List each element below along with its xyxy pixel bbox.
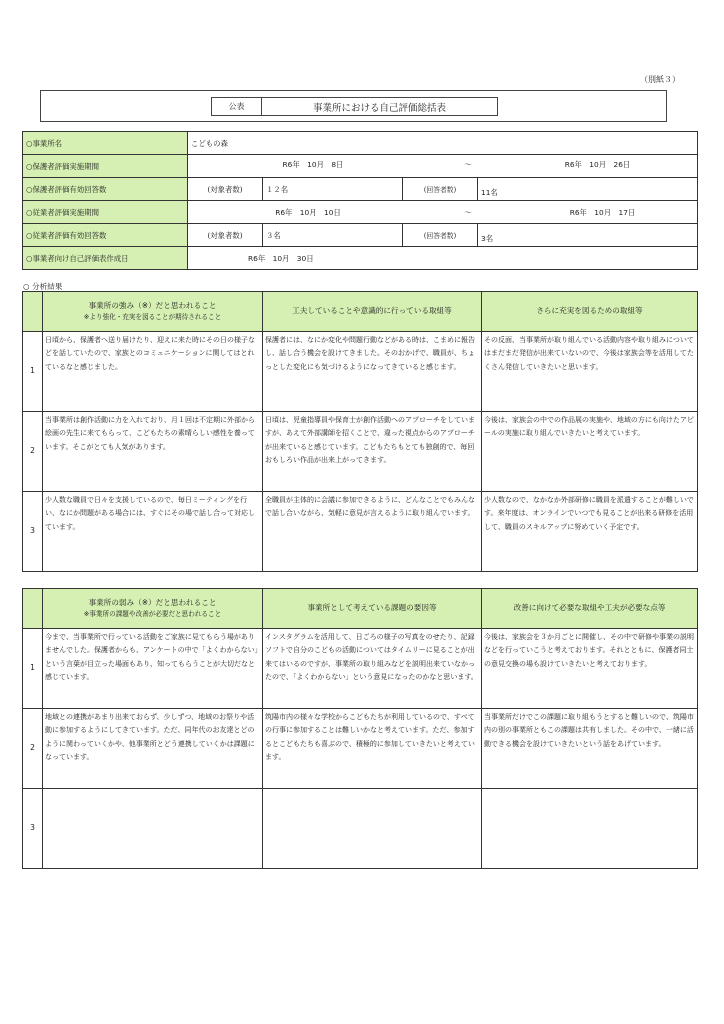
strength-text: 当事業所は創作活動に力を入れており、月１回は不定期に外部から絵画の先生に来てもらって、こどもたちの素晴らしい感性を養っています。そこがとても人気があります。 (43, 412, 263, 492)
weaknesses-table (22, 588, 698, 869)
strengths-header-row (23, 292, 698, 332)
staff-period-start: R6年 10月 10日 (275, 207, 341, 217)
staff-count-row (23, 224, 698, 247)
staff-respondents-label: (回答者数) (403, 224, 478, 247)
weaknesses-row (23, 709, 698, 789)
strengths-table (22, 291, 698, 572)
staff-period-end: R6年 10月 17日 (569, 207, 636, 217)
strengths-row (23, 412, 698, 492)
weakness-text: 地域との連携があまり出来ておらず、少しずつ、地域のお祭りや活動に参加するようにしてきています。ただ、同年代のお友達とどのように関わっていくかや、他事業所とどう連携していくかは課題になっています。 (43, 709, 263, 789)
strengths-col1-title: 事業所の強み（※）だと思われること (88, 301, 217, 311)
strength-text: 日頃から、保護者へ送り届けたり、迎えに来た時にその日の様子などを話していたので、家族とのコミュニケーションに関してはとれているなと感じました。 (43, 332, 263, 412)
row-number: 3 (23, 492, 43, 572)
weaknesses-col1-title: 事業所の弱み（※）だと思われること (88, 598, 217, 608)
row-number: 2 (23, 709, 43, 789)
strengths-col1-header (43, 292, 263, 332)
row-number: 2 (23, 412, 43, 492)
guardian-count-label: ○保護者評価有効回答数 (23, 178, 188, 201)
staff-target-value: ３名 (263, 224, 403, 247)
facility-name-value: こどもの森 (188, 132, 698, 155)
guardian-period-label: ○保護者評価実施期間 (23, 155, 188, 178)
weaknesses-col2-header: 事業所として考えている課題の要因等 (263, 589, 482, 629)
weakness-text: 今まで、当事業所で行っている活動をご家族に見てもらう場がありませんでした。保護者からも、アンケートの中で「よくわからない」という言葉が目立った場面もあり、知ってもらうことが大切だなと感じています。 (43, 629, 263, 709)
weaknesses-col1-note: ※事業所の課題や改善が必要だと思われること (83, 610, 222, 619)
guardian-period-end: R6年 10月 26日 (564, 160, 631, 169)
weakness-text (43, 789, 263, 869)
weakness-cause-text (263, 789, 482, 869)
weakness-cause-text: インスタグラムを活用して、日ごろの様子の写真をのせたり、記録ソフトで自分のこどもの活動についてはタイムリーに見ることが出来てはいるのですが、事業所の取り組みなどを説明出来ていなかったので、「よくわからない」という意見になったのかなと思います。 (263, 629, 482, 709)
weaknesses-col3-header: 改善に向けて必要な取組や工夫が必要な点等 (482, 589, 698, 629)
staff-period-label: ○従業者評価実施期間 (23, 201, 188, 224)
weaknesses-row (23, 629, 698, 709)
staff-period-separator: ～ (464, 207, 472, 217)
strength-text: 少人数な職員で日々を支援しているので、毎日ミーティングを行い、なにか問題がある場合には、すぐにその場で話し合って対応しています。 (43, 492, 263, 572)
staff-count-label: ○従業者評価有効回答数 (23, 224, 188, 247)
facility-name-row (23, 132, 698, 155)
document-title: 事業所における自己評価総括表 (312, 102, 446, 114)
report-date-value: R6年 10月 30日 (188, 247, 698, 270)
analysis-heading: ○ 分析結果 (23, 282, 63, 291)
staff-period-row (23, 201, 698, 224)
strengths-row (23, 332, 698, 412)
strength-effort-text: 日頃は、児童指導員や保育士が創作活動へのアプローチをしていますが、あえて外部講師を招くことで、違った視点からのアプローチが出来ていると感じています。こどもたちもとても独創的で、毎回おもしろい作品が出来上がってきます。 (263, 412, 482, 492)
row-number: 1 (23, 629, 43, 709)
guardian-target-value: １２名 (263, 178, 403, 201)
row-number: 3 (23, 789, 43, 869)
report-date-label: ○事業者向け自己評価表作成日 (23, 247, 188, 270)
weaknesses-header-row (23, 589, 698, 629)
weaknesses-row (23, 789, 698, 869)
strengths-col2-header: 工夫していることや意識的に行っている取組等 (263, 292, 482, 332)
row-number: 1 (23, 332, 43, 412)
strengths-col1-note: ※より強化・充実を図ることが期待されること (83, 313, 222, 322)
title-inner-box (211, 97, 498, 116)
weakness-improvement-text: 今後は、家族会を３か月ごとに開催し、その中で研修や事業の説明などを行っていこうと考えております。それとともに、保護者同士の意見交換の場も設けていきたいと考えております。 (482, 629, 698, 709)
guardian-period-separator: ～ (464, 160, 472, 169)
strength-effort-text: 全職員が主体的に会議に参加できるように、どんなことでもみんなで話し合いながら、気軽に意見が言えるように取り組んでいます。 (263, 492, 482, 572)
guardian-count-row (23, 178, 698, 201)
weaknesses-col1-header (43, 589, 263, 629)
weakness-improvement-text (482, 789, 698, 869)
staff-respondents-value: 3名 (478, 224, 698, 247)
public-label: 公表 (212, 98, 262, 115)
strengths-row (23, 492, 698, 572)
weakness-cause-text: 筑陽市内の様々な学校からこどもたちが利用しているので、すべての行事に参加することは難しいかなと考えています。ただ、参加するとこどもたちも喜ぶので、積極的に参加していきたいと考えています。 (263, 709, 482, 789)
annex-label: （別紙３） (640, 75, 680, 84)
guardian-period-start: R6年 10月 8日 (282, 160, 344, 169)
weakness-improvement-text: 当事業所だけでこの課題に取り組もうとすると難しいので、筑陽市内の別の事業所ともこの課題は共有しました。その中で、一緒に活動できる機会を設けていきたいという話をあげています。 (482, 709, 698, 789)
title-frame (40, 90, 667, 122)
guardian-respondents-value: 11名 (478, 178, 698, 201)
strength-improvement-text: 少人数なので、なかなか外部研修に職員を派遣することが難しいです。来年度は、オンラインでいつでも見ることが出来る研修を活用して、職員のスキルアップに努めていく予定です。 (482, 492, 698, 572)
report-date-row (23, 247, 698, 270)
strength-improvement-text: 今後は、家族会の中での作品展の実施や、地域の方にも向けたアピールの実施に取り組んでいきたいと考えています。 (482, 412, 698, 492)
guardian-period-row (23, 155, 698, 178)
strength-effort-text: 保護者には、なにか変化や問題行動などがある時は、こまめに報告し、話し合う機会を設けてきました。そのおかげで、職員が、ちょっとした変化にも気づけるようになってきていると感じます。 (263, 332, 482, 412)
guardian-target-label: (対象者数) (188, 178, 263, 201)
guardian-respondents-label: (回答者数) (403, 178, 478, 201)
facility-info-table (22, 131, 698, 270)
strength-improvement-text: その反面、当事業所が取り組んでいる活動内容や取り組みについてはまだまだ発信が出来ていないので、今後は家族会等を活用してたくさん発信していきたいと思います。 (482, 332, 698, 412)
staff-target-label: (対象者数) (188, 224, 263, 247)
strengths-col3-header: さらに充実を図るための取組等 (482, 292, 698, 332)
facility-name-label: ○事業所名 (23, 132, 188, 155)
